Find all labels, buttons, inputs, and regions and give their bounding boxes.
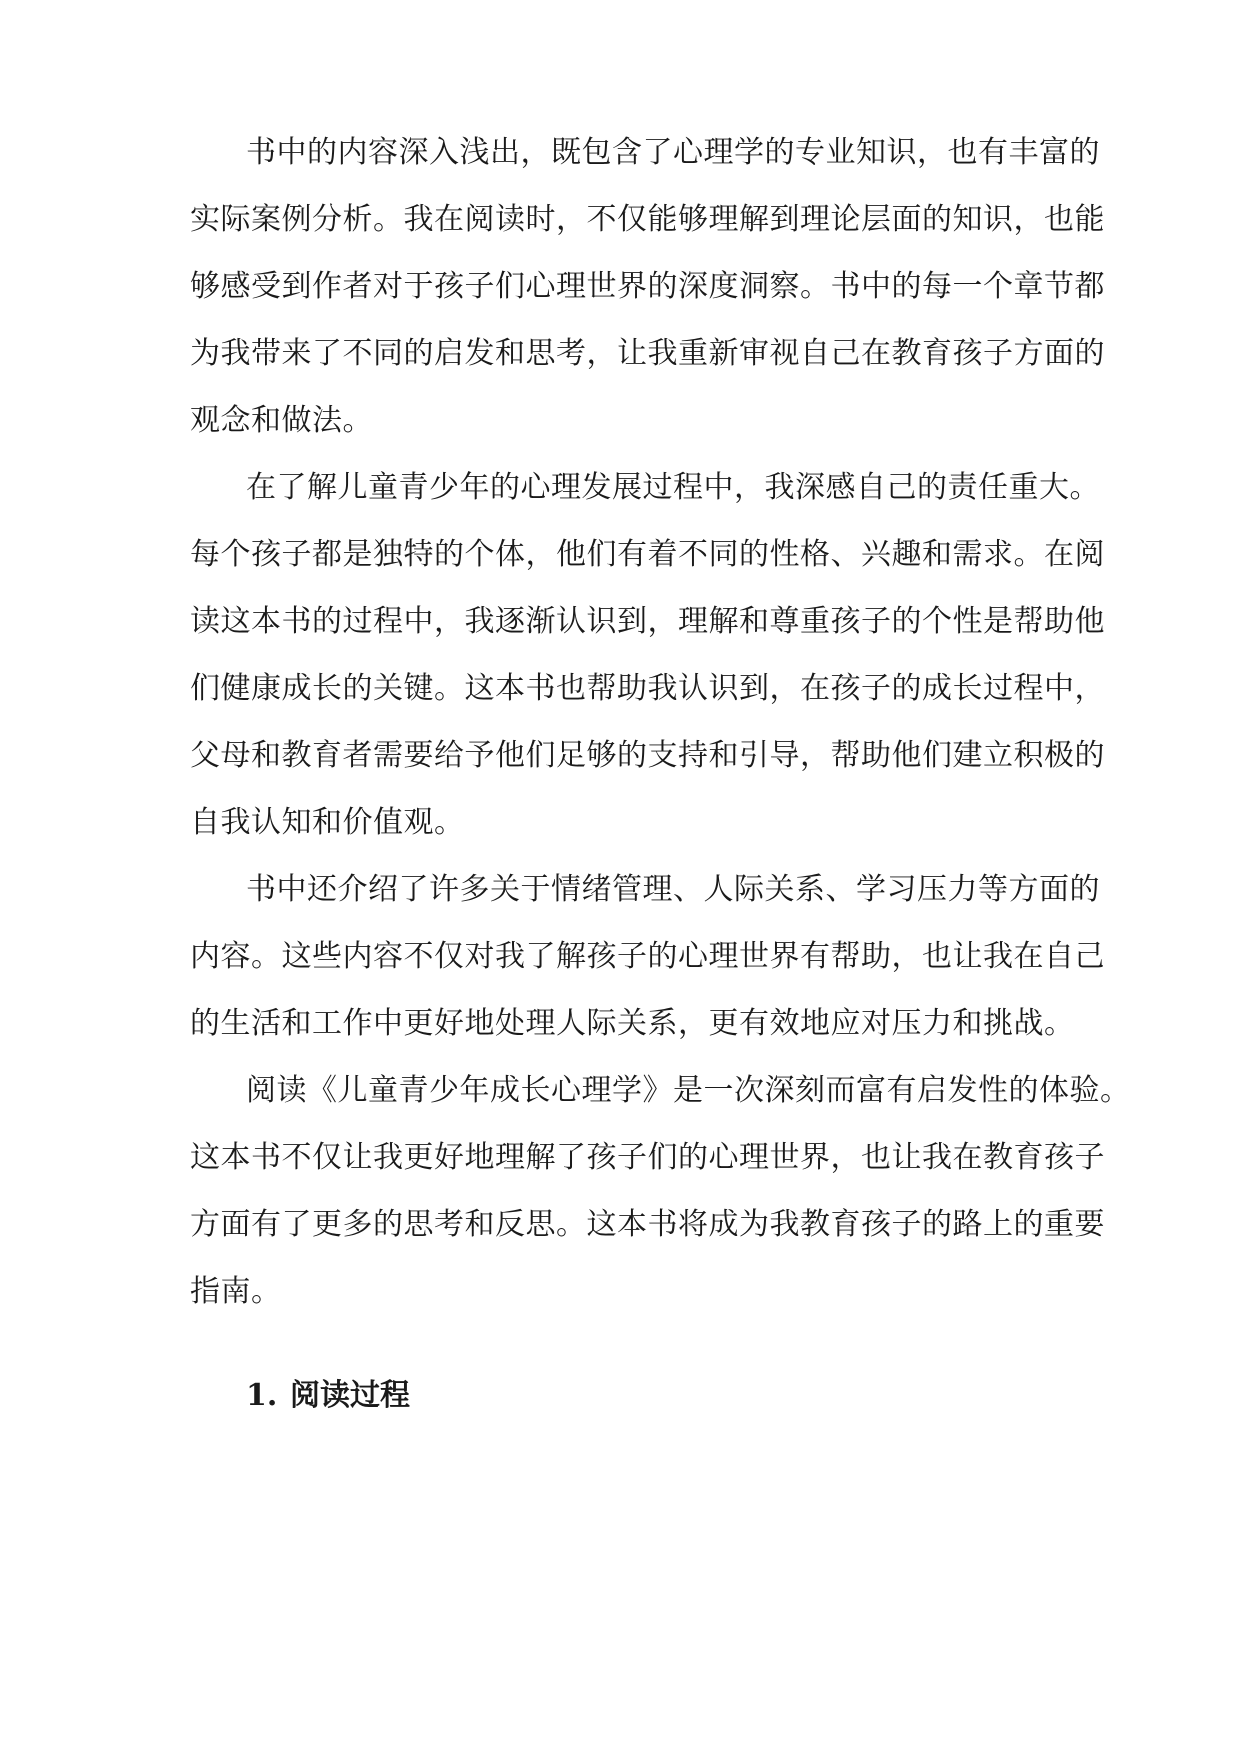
section-number: 1. bbox=[246, 1378, 278, 1413]
paragraph-1-line-4: 为我带来了不同的启发和思考，让我重新审视自己在教育孩子方面的 bbox=[190, 336, 1105, 371]
paragraph-1-line-5: 观念和做法。 bbox=[190, 403, 373, 438]
paragraph-3-line-1: 书中还介绍了许多关于情绪管理、人际关系、学习压力等方面的 bbox=[246, 872, 1100, 907]
paragraph-2-line-2: 每个孩子都是独特的个体，他们有着不同的性格、兴趣和需求。在阅 bbox=[190, 537, 1105, 572]
paragraph-4-line-2: 这本书不仅让我更好地理解了孩子们的心理世界，也让我在教育孩子 bbox=[190, 1140, 1105, 1175]
paragraph-4-line-4: 指南。 bbox=[190, 1274, 282, 1309]
section-heading bbox=[246, 1376, 410, 1416]
paragraph-3-line-3: 的生活和工作中更好地处理人际关系，更有效地应对压力和挑战。 bbox=[190, 1006, 1075, 1041]
paragraph-4-line-3: 方面有了更多的思考和反思。这本书将成为我教育孩子的路上的重要 bbox=[190, 1207, 1105, 1242]
paragraph-2-line-1: 在了解儿童青少年的心理发展过程中，我深感自己的责任重大。 bbox=[246, 470, 1100, 505]
paragraph-3-line-2: 内容。这些内容不仅对我了解孩子的心理世界有帮助，也让我在自己 bbox=[190, 939, 1105, 974]
paragraph-2-line-3: 读这本书的过程中，我逐渐认识到，理解和尊重孩子的个性是帮助他 bbox=[190, 604, 1105, 639]
paragraph-1-line-2: 实际案例分析。我在阅读时，不仅能够理解到理论层面的知识，也能 bbox=[190, 202, 1105, 237]
paragraph-4-line-1: 阅读《儿童青少年成长心理学》是一次深刻而富有启发性的体验。 bbox=[246, 1073, 1131, 1108]
paragraph-2-line-4: 们健康成长的关键。这本书也帮助我认识到，在孩子的成长过程中， bbox=[190, 671, 1105, 706]
paragraph-2-line-5: 父母和教育者需要给予他们足够的支持和引导，帮助他们建立积极的 bbox=[190, 738, 1105, 773]
paragraph-1-line-3: 够感受到作者对于孩子们心理世界的深度洞察。书中的每一个章节都 bbox=[190, 269, 1105, 304]
section-title: 阅读过程 bbox=[290, 1378, 410, 1413]
paragraph-2-line-6: 自我认知和价值观。 bbox=[190, 805, 465, 840]
paragraph-1-line-1: 书中的内容深入浅出，既包含了心理学的专业知识，也有丰富的 bbox=[246, 135, 1100, 170]
